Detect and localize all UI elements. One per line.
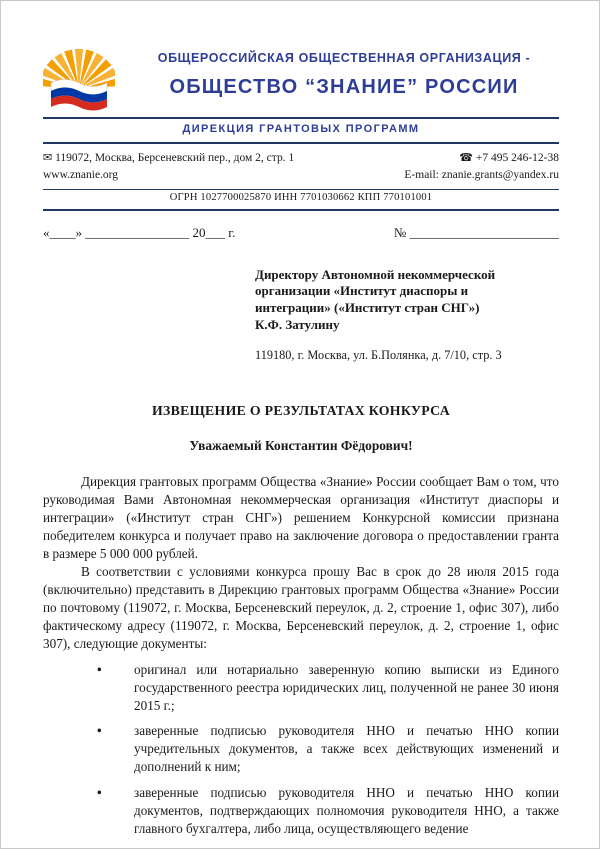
date-blank-line: «____» ________________ 20___ г. [43, 224, 236, 240]
body-paragraph: В соответствии с условиями конкурса прошу Вас в срок до 28 июля 2015 года (включительно) представить в Дирекцию грантовых программ Общества «Знание» России по почтовому (119072, г. Москва, Берсеневский переулок, д. 2, строение 1, офис 307), либо фактическому адресу (119072, г. Москва, Берсеневский переулок, д. 2, строение 1, офис 307), следующие документы: [43, 563, 559, 651]
reference-row [43, 225, 559, 241]
contact-right [404, 150, 559, 185]
list-item-text: заверенные подписью руководителя ННО и печатью ННО копии учредительных документов, а также всех действующих изменений и дополнений к ним; [134, 723, 559, 775]
list-item-text: заверенные подписью руководителя ННО и печатью ННО копии документов, подтверждающих полномочия руководителя ННО, а также главного бухгалтера, либо лица, осуществляющего ведение [134, 785, 559, 837]
org-name-line2: ОБЩЕСТВО “ЗНАНИЕ” РОССИИ [169, 76, 519, 98]
bullet-marker: • [97, 723, 102, 739]
list-item [97, 722, 559, 776]
bullet-marker: • [97, 785, 102, 801]
document-requirements-list [97, 661, 559, 839]
department-title: ДИРЕКЦИЯ ГРАНТОВЫХ ПРОГРАММ [182, 123, 420, 135]
addressee-address: 119180, г. Москва, ул. Б.Полянка, д. 7/10, стр. 3 [255, 348, 502, 363]
divider [43, 209, 559, 211]
addressee-line: К.Ф. Затулину [255, 317, 340, 333]
addressee-line: интеграции» («Институт стран СНГ») [255, 300, 480, 316]
body-paragraph: Дирекция грантовых программ Общества «Знание» России сообщает Вам о том, что руководимая Вами Автономная некоммерческая организация «Институт диаспоры и интеграции» («Институт стран СНГ») решением Конкурсной комиссии признана победителем конкурса и получает право на заключение договора о предоставлении гранта в размере 5 000 000 рублей. [43, 474, 559, 561]
email: E-mail: znanie.grants@yandex.ru [404, 169, 559, 182]
letterhead [43, 37, 559, 211]
contact-left [43, 150, 294, 185]
sunrise-flag-icon [43, 37, 115, 113]
notice-title: ИЗВЕЩЕНИЕ О РЕЗУЛЬТАТАХ КОНКУРСА [151, 403, 451, 419]
addressee-line: Директору Автономной некоммерческой [255, 266, 496, 282]
registration-numbers: ОГРН 1027700025870 ИНН 7701030662 КПП 770101001 [169, 191, 433, 203]
phone-line [404, 150, 559, 167]
phone-number: +7 495 246-12-38 [475, 152, 559, 164]
divider [43, 142, 559, 144]
postal-address: 119072, Москва, Берсеневский пер., дом 2, стр. 1 [55, 152, 295, 164]
list-item-text: оригинал или нотариально заверенную копию выписки из Единого государственного реестра юридических лиц, полученной не ранее 30 июня 2015 г.; [134, 661, 559, 713]
addressee-block [255, 267, 559, 335]
postal-address-line [43, 150, 294, 167]
list-item [97, 661, 559, 715]
envelope-icon: ✉ [43, 151, 53, 164]
letterhead-top [43, 37, 559, 113]
addressee-line: организации «Институт диаспоры и [255, 283, 469, 299]
org-title-block [129, 51, 559, 99]
znanie-logo [43, 37, 115, 113]
phone-icon: ☎ [459, 151, 473, 164]
list-item [97, 784, 559, 838]
contact-block [43, 150, 559, 185]
number-blank-line: № _______________________ [393, 224, 559, 240]
org-name-line1: ОБЩЕРОССИЙСКАЯ ОБЩЕСТВЕННАЯ ОРГАНИЗАЦИЯ - [157, 51, 531, 65]
website: www.znanie.org [43, 169, 119, 182]
bullet-marker: • [97, 661, 102, 677]
salutation: Уважаемый Константин Фёдорович! [189, 438, 413, 454]
